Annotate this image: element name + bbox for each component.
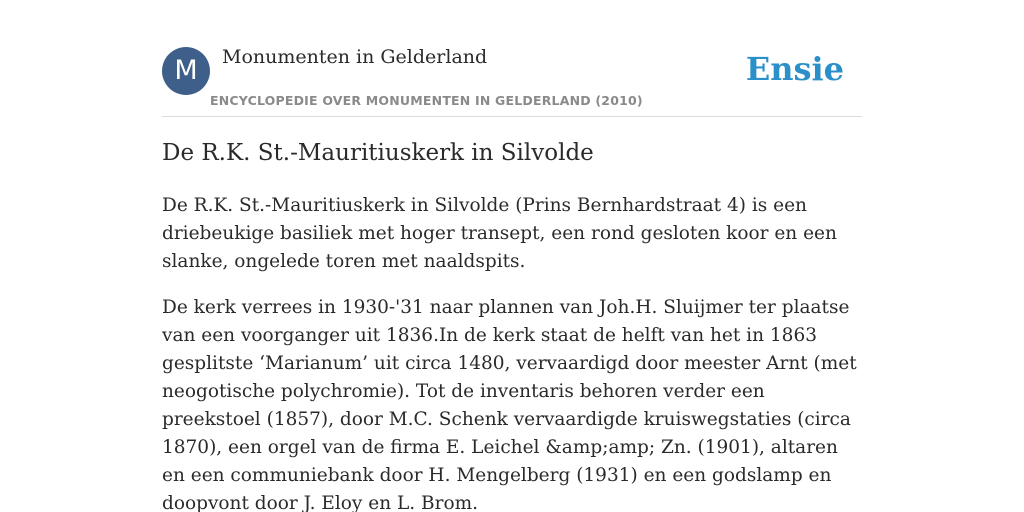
source-header	[162, 0, 862, 117]
article-card	[162, 0, 862, 512]
article-body	[162, 192, 862, 512]
ensie-logo[interactable]: Ensie	[745, 50, 844, 88]
article-title: De R.K. St.-Mauritiuskerk in Silvolde	[162, 140, 594, 166]
source-title-link[interactable]: Monumenten in Gelderland	[222, 46, 488, 68]
article-paragraph: De kerk verrees in 1930-'31 naar plannen van Joh.H. Sluijmer ter plaatse van een voorganger uit 1836.In de kerk staat de helft van het in 1863 gesplitste ‘Marianum’ uit circa 1480, vervaardigd door meester Arnt (met neogotische polychromie). Tot de inventaris behoren verder een preekstoel (1857), door M.C. Schenk vervaardigde kruiswegstaties (circa 1870), een orgel van de firma E. Leichel &amp;amp; Zn. (1901), altaren en een communiebank door H. Mengelberg (1931) en een godslamp en doopvont door J. Eloy en L. Brom.	[162, 297, 857, 512]
article-paragraph: De R.K. St.-Mauritiuskerk in Silvolde (Prins Bernhardstraat 4) is een driebeukige basiliek met hoger transept, een rond gesloten koor en een slanke, ongelede toren met naaldspits.	[162, 195, 837, 272]
source-avatar[interactable]: M	[162, 47, 210, 95]
source-subtitle: ENCYCLOPEDIE OVER MONUMENTEN IN GELDERLAND (2010)	[210, 93, 643, 108]
